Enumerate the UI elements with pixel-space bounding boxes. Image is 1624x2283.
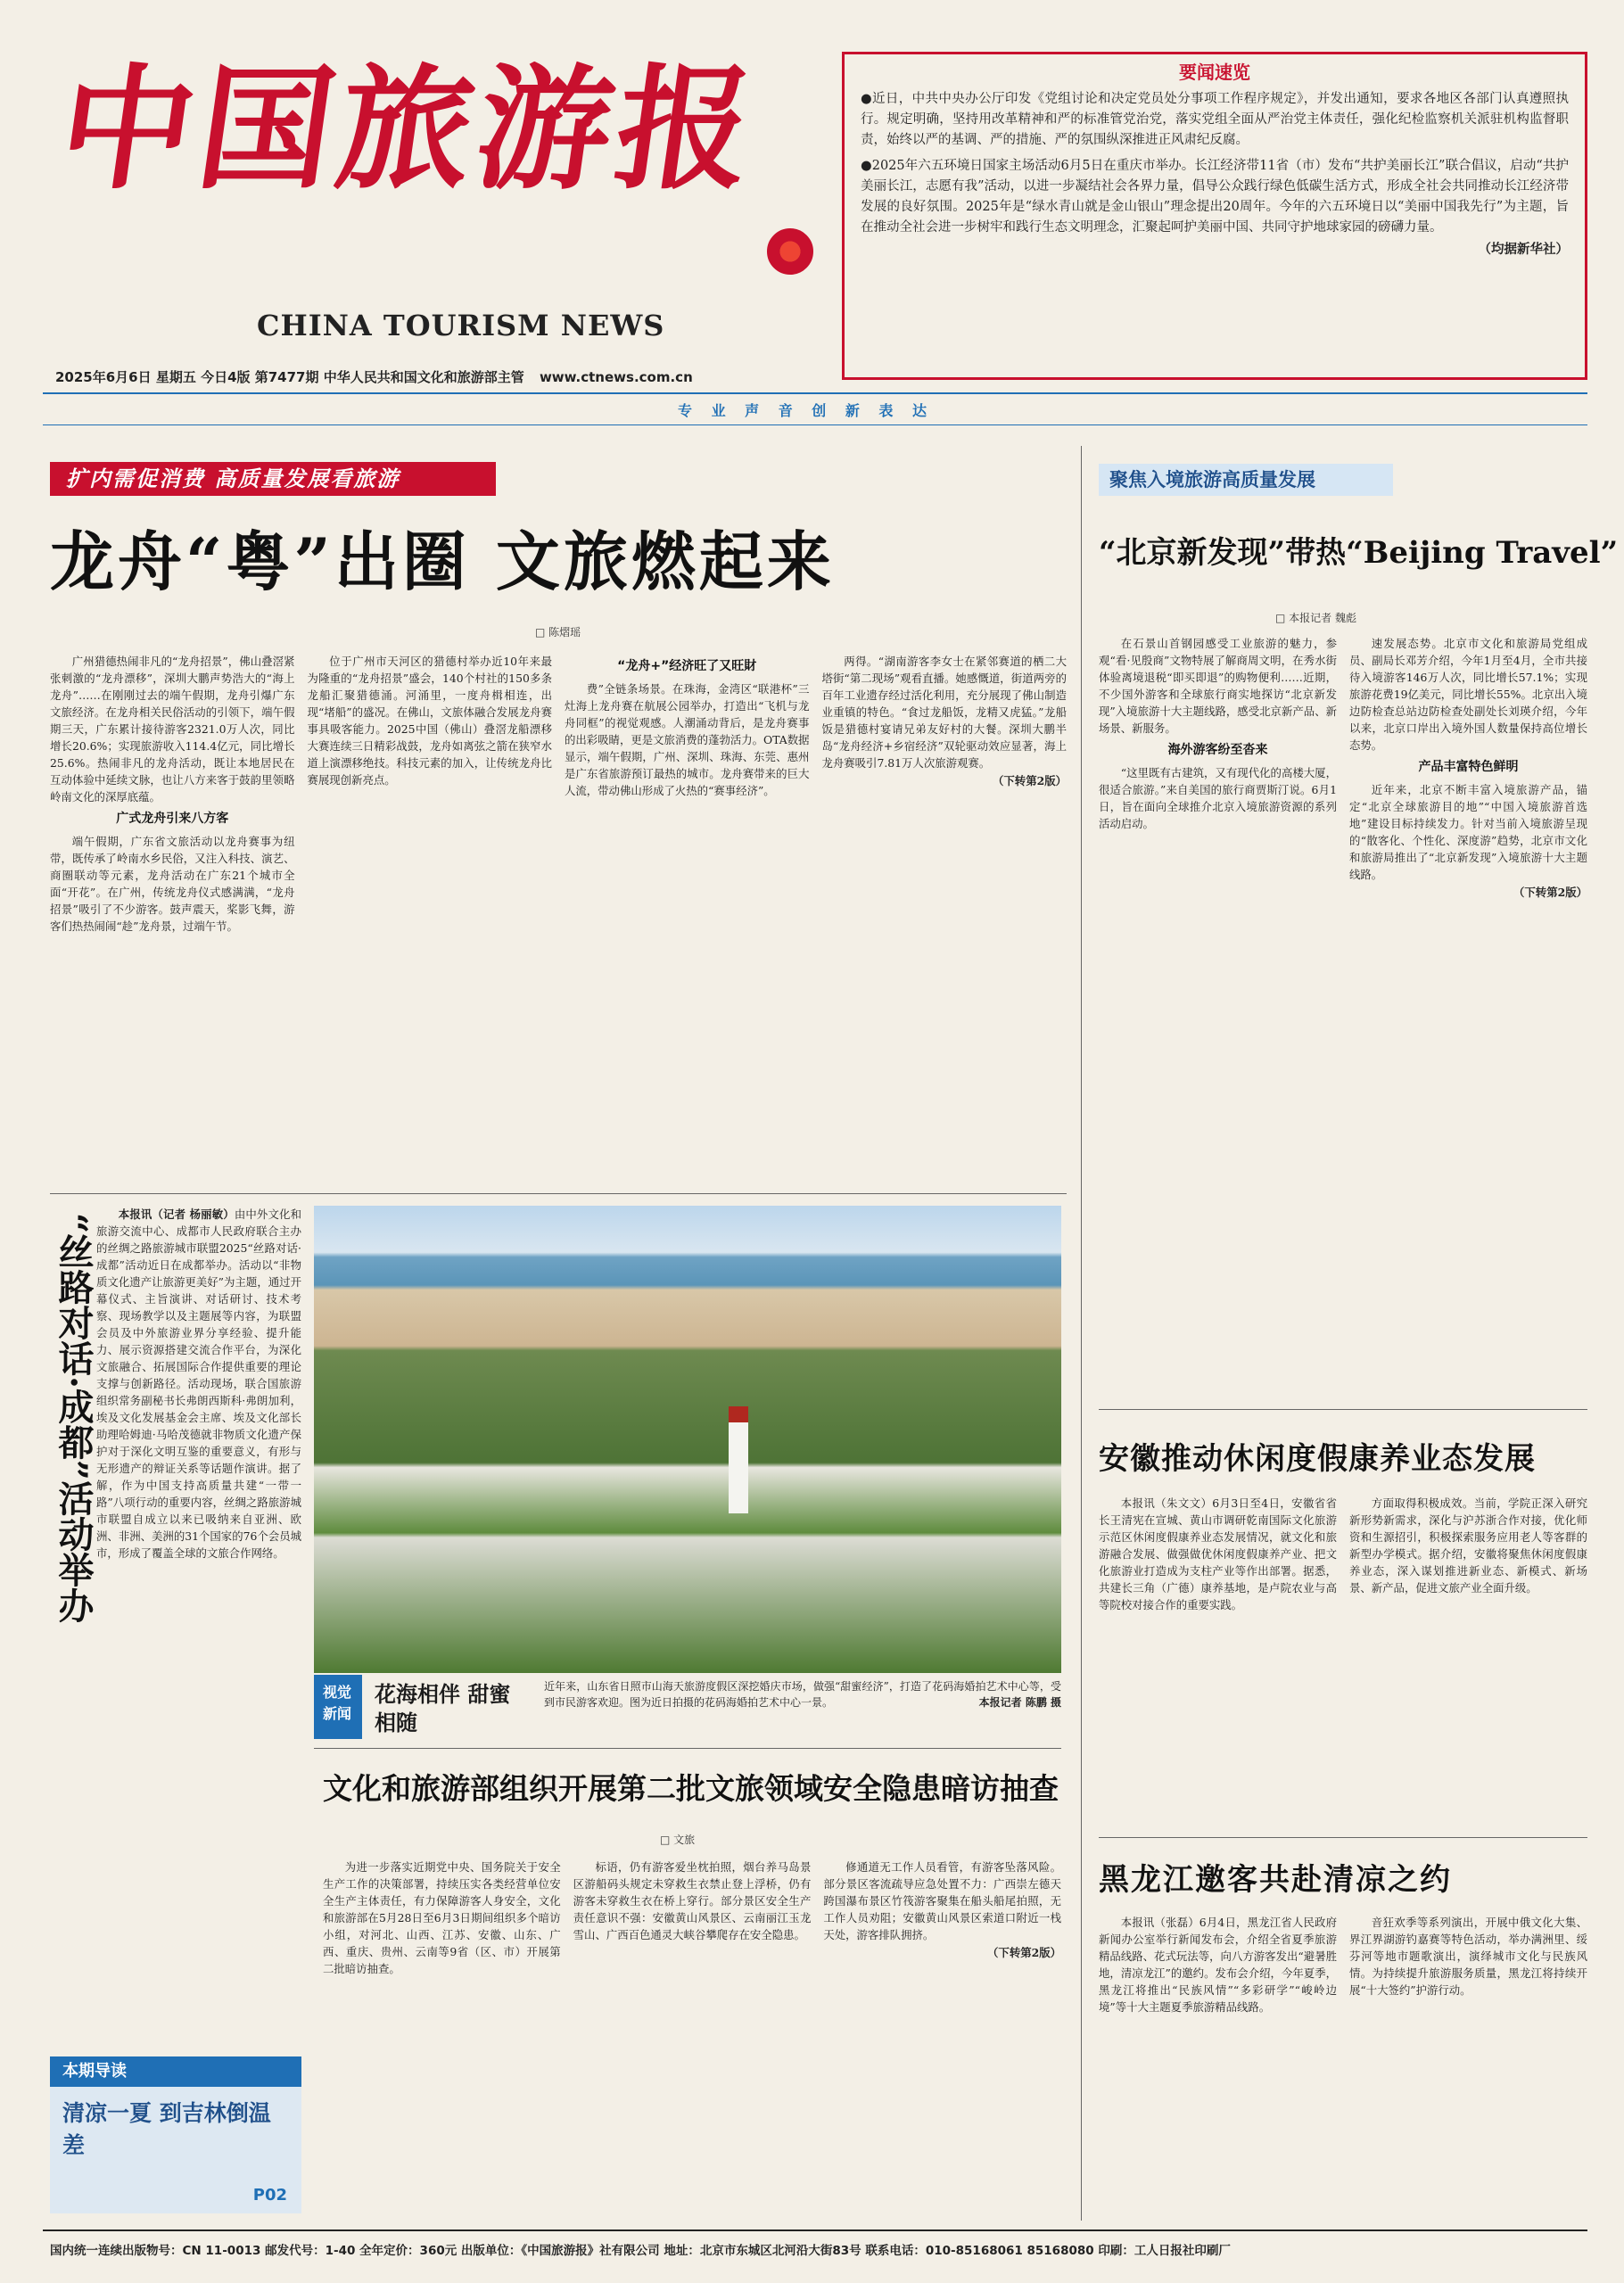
beijing-col1: 在石景山首钢园感受工业旅游的魅力，参观“看·见殷商”文物特展了解商周文明，在秀水街体验离境退税“即买即退”的购物便利……近期，不少国外游客和全球旅行商实地探访“北京新发现”入境旅游十大主题线路，感受北京新产品、新场景、新服务。 xyxy=(1099,637,1337,735)
photo-credit: 本报记者 陈鹏 摄 xyxy=(978,1696,1061,1709)
beijing-col1b: “这里既有古建筑，又有现代化的高楼大厦，很适合旅游。”来自美国的旅行商贾斯汀说。6月1日，旨在面向全球推介北京入境旅游资源的系列活动启动。 xyxy=(1099,766,1337,830)
main-kicker: 扩内需促消费 高质量发展看旅游 xyxy=(50,462,496,496)
anhui-columns xyxy=(1099,1495,1587,1826)
slogan: 专 业 声 音 创 新 表 达 xyxy=(678,402,934,419)
photo-caption xyxy=(544,1678,1061,1710)
main-col2: 位于广州市天河区的猎德村举办近10年来最为隆重的“龙舟招景”盛会，140个村社的150多条龙船汇聚猎德涌。河涌里，一度舟楫相连，出现“堵船”的盛况。在佛山，文旅体融合发展龙舟赛事具吸客能力。2025中国（佛山）叠滘龙船漂移大赛连续三日精彩战鼓，龙舟如离弦之箭在狭窄水道上演漂移绝技。科技元素的加入，让传统龙舟比赛展现创新亮点。 xyxy=(307,655,552,787)
safety-continued: （下转第2版） xyxy=(987,1946,1061,1959)
footer-info: 国内统一连续出版物号：CN 11-0013 邮发代号：1-40 全年定价：360元 出版单位：《中国旅游报》社有限公司 地址：北京市东城区北河沿大街83号 联系电话：010-85168061 85168080 印刷：工人日报社印刷厂 xyxy=(50,2244,1231,2258)
safety-col2: 标语，仍有游客爱坐枕拍照，烟台养马岛景区游船码头规定未穿救生衣禁止登上浮桥，仍有游客未穿救生衣在桥上穿行。部分景区安全生产责任意识不强：安徽黄山风景区、云南丽江玉龙雪山、广西百色通灵大峡谷攀爬存在安全隐患。 xyxy=(573,1860,812,1941)
guide-item[interactable]: 清凉一夏 到吉林倒温差 xyxy=(62,2100,271,2158)
hlj-col1: 本报讯（张磊）6月4日，黑龙江省人民政府新闻办公室举行新闻发布会，介绍全省夏季旅游精品线路、花式玩法等，向八方游客发出“避暑胜地，清凉龙江”的邀约。发布会介绍，今年夏季，黑龙江将推出“民族风情”“多彩研学”“峻岭边境”等十大主题夏季旅游精品线路。 xyxy=(1099,1916,1337,2014)
masthead xyxy=(43,45,828,375)
issue-line xyxy=(55,367,840,386)
brief-item-1: ●近日，中共中央办公厅印发《党组讨论和决定党员处分事项工作程序规定》，并发出通知，要求各地区各部门认真遵照执行。规定明确，坚持用改革精神和严的标准管党治党，落实党组全面从严治党主体责任，强化纪检监察机关派驻机构监督职责，始终以严的基调、严的措施、严的氛围纵深推进正风肃纪反腐。 xyxy=(861,92,1569,147)
main-col3: 费”全链条场景。在珠海，金湾区“联港杯”三灶海上龙舟赛在航展公园举办，打造出“飞机与龙舟同框”的视觉观感。人潮涌动背后，是龙舟赛事的出彩吸睛，更是文旅消费的蓬勃活力。OTA数据显示，端午假期，广州、深圳、珠海、东莞、惠州是广东省旅游预订最热的城市。龙舟赛带来的巨大人流，带动佛山形成了火热的“赛事经济”。 xyxy=(565,682,810,797)
safety-byline: □ 文旅 xyxy=(660,1834,696,1846)
beijing-col2b: 近年来，北京不断丰富入境旅游产品，锚定“北京全球旅游目的地”“中国入境旅游首选地”建设目标持续发力。针对当前入境旅游呈现的“散客化、个性化、深度游”趋势，北京市文化和旅游局推出了“北京新发现”入境旅游十大主题线路。 xyxy=(1349,783,1587,881)
briefs-title: 要闻速览 xyxy=(1179,62,1250,83)
main-sub2: “龙舟+”经济旺了又旺財 xyxy=(617,659,757,673)
hlj-col2: 音狂欢季等系列演出，开展中俄文化大集、界江界湖游钓嘉赛等特色活动，举办满洲里、绥芬河等地市题歌演出，演绎城市文化与民族风情。为持续提升旅游服务质量，黑龙江将持续开展“十大签约”护游行动。 xyxy=(1349,1916,1587,1997)
silk-text: 由中外文化和旅游交流中心、成都市人民政府联合主办的丝绸之路旅游城市联盟2025“丝路对话·成都”活动近日在成都举办。活动以“非物质文化遗产让旅游更美好”为主题，通过开幕仪式、主旨演讲、对话研讨、技术考察、现场教学以及主题展等内容，为联盟会员及中外旅游业界分享经验、提升能力、展示资源搭建交流合作平台，为深化文旅融合、拓展国际合作提供重要的理论支撑与创新路径。活动现场，联合国旅游组织常务副秘书长弗朗西斯科·弗朗加利，埃及文化发展基金会主席、埃及文化部长助理哈姆迪·马哈茂德就非物质文化遗产保护对于深化文明互鉴的重要意义，有形与无形遗产的辩证关系等话题作演讲。据了解，作为中国支持高质量共建“一带一路”八项行动的重要内容，丝绸之路旅游城市联盟自成立以来已吸纳来自亚洲、欧洲、非洲、美洲的31个国家的76个会员城市，形成了覆盖全球的文旅合作网络。 xyxy=(96,1207,301,1560)
news-photo xyxy=(314,1206,1061,1673)
hlj-headline: 黑龙江邀客共赴清凉之约 xyxy=(1099,1862,1452,1898)
anhui-headline: 安徽推动休闲度假康养业态发展 xyxy=(1099,1441,1536,1477)
photo-tag: 视觉新闻 xyxy=(314,1675,362,1739)
guide-page[interactable]: P02 xyxy=(252,2186,287,2205)
beijing-headline: “北京新发现”带热“Beijing Travel” xyxy=(1099,535,1619,571)
main-headline: 龙舟“粤”出圈 文旅燃起来 xyxy=(50,523,835,599)
guide-title: 本期导读 xyxy=(50,2056,301,2087)
beijing-sub2: 产品丰富特色鲜明 xyxy=(1418,760,1519,774)
silk-byline: 本报讯（记者 杨丽敏） xyxy=(118,1207,235,1221)
photo-title: 花海相伴 甜蜜相随 xyxy=(375,1681,511,1735)
main-col1: 广州猎德热闹非凡的“龙舟招景”，佛山叠滘紧张刺激的“龙舟漂移”，深圳大鹏声势浩大的“海上龙舟”……在刚刚过去的端午假期，龙舟引爆广东文旅经济。在龙舟相关民俗活动的引领下，端午假期三天，广东累计接待游客2321.0万人次，同比增长20.6%；实现旅游收入114.4亿元，同比增长25.6%。热闹非凡的龙舟活动，既让本地居民在互动体验中延续文脉，也让八方来客于鼓韵里领略岭南文化的深厚底蕴。 xyxy=(50,655,295,804)
photo-caption-text: 近年来，山东省日照市山海天旅游度假区深挖婚庆市场，做强“甜蜜经济”，打造了花码海婚拍艺术中心等，受到市民游客欢迎。图为近日拍摄的花码海婚拍艺术中心一景。 xyxy=(544,1680,1061,1709)
lighthouse xyxy=(729,1406,748,1513)
logo-en: CHINA TOURISM NEWS xyxy=(257,309,665,342)
beijing-columns xyxy=(1099,635,1587,1348)
logo-cn: 中国旅游报 xyxy=(49,51,768,208)
hlj-columns xyxy=(1099,1914,1587,2212)
main-sub1: 广式龙舟引来八方客 xyxy=(116,812,229,826)
briefs-box xyxy=(842,52,1587,380)
beijing-col2: 速发展态势。北京市文化和旅游局党组成员、副局长邓芳介绍，今年1月至4月，全市共接待入境游客146万人次，同比增长57.1%；实现旅游花费19亿美元，同比增长55%。北京出入境边防检查总站边防检查处副处长刘瑛介绍，今年以来，北京口岸出入境外国人数量保持高位增长态势。 xyxy=(1349,637,1587,752)
beijing-continued: （下转第2版） xyxy=(1513,886,1587,899)
safety-columns xyxy=(323,1859,1061,2212)
guide-box xyxy=(50,2056,301,2213)
anhui-col1: 本报讯（朱文文）6月3日至4日，安徽省省长王清宪在宣城、黄山市调研乾南国际文化旅游示范区休闲度假康养业态发展情况，就文化和旅游融合发展、做强做优休闲度假康养产业、把文化旅游业打造成为支柱产业等作出部署。据悉，共建长三角（广德）康养基地，是卢院农业与高等院校对接合作的重要实践。 xyxy=(1099,1496,1337,1611)
issue-info: 2025年6月6日 星期五 今日4版 第7477期 中华人民共和国文化和旅游部主管 xyxy=(55,369,524,385)
logo-emblem xyxy=(767,228,813,275)
anhui-col2: 方面取得积极成效。当前，学院正深入研究新形势新需求，深化与沪苏浙合作对接，优化师资和生源招引，积极探索服务应用老人等客群的新型办学模式。据介绍，安徽将聚焦休闲度假康养业态，深入谋划推进新业态、新模式、新场景、新产品，促进文旅产业全面升级。 xyxy=(1349,1496,1587,1595)
beijing-sub1: 海外游客纷至沓来 xyxy=(1167,743,1268,757)
safety-headline: 文化和旅游部组织开展第二批文旅领域安全隐患暗访抽查 xyxy=(323,1771,1059,1806)
silk-headline: “丝路对话·成都”活动举办 xyxy=(53,1213,95,1623)
main-columns xyxy=(50,653,1067,1181)
main-continued: （下转第2版） xyxy=(993,774,1067,787)
safety-col3: 修通道无工作人员看管，有游客坠落风险。部分景区客流疏导应急处置不力：广西崇左德天跨国瀑布景区竹筏游客聚集在船头船尾拍照，无工作人员劝阻；安徽黄山风景区索道口附近一栈天处，游客排队拥挤。 xyxy=(823,1860,1061,1941)
main-col4: 两得。“湖南游客李女士在紧邻赛道的栖二大塔街“第二现场”观看直播。她感慨道，街道两旁的百年工业遗存经过活化利用，充分展现了佛山制造业重镇的特色。“食过龙船饭，龙精又虎猛。”龙船饭是猎德村宴请兄弟友好村的大餐。深圳大鹏半岛“龙舟经济+乡宿经济”双轮驱动效应显著，海上龙舟赛吸引7.81万人次旅游观赛。 xyxy=(821,655,1067,770)
main-byline: □ 陈熠瑶 xyxy=(535,626,581,639)
main-col1b: 端午假期，广东省文旅活动以龙舟赛事为纽带，既传承了岭南水乡民俗，又注入科技、演艺、商圈联动等元素，龙舟活动在广东21个城市全面“开花”。在广州，传统龙舟仪式感满满，“龙舟招景”吸引了不少游客。鼓声震天，桨影飞舞，游客们热热闹闹“趁”龙舟景，过端午节。 xyxy=(50,835,295,933)
beijing-byline: □ 本报记者 魏彪 xyxy=(1275,612,1356,624)
brief-item-2: ●2025年六五环境日国家主场活动6月5日在重庆市举办。长江经济带11省（市）发布“共护美丽长江”联合倡议，启动“共护美丽长江，志愿有我”活动，以进一步凝结社会各界力量，倡导公众践行绿色低碳生活方式，形成全社会共同推动长江经济带发展的良好氛围。2025年是“绿水青山就是金山银山”理念提出20周年。今年的六五环境日以“美丽中国我先行”为主题，旨在推动全社会进一步树牢和践行生态文明理念，汇聚起呵护美丽中国、共同守护地球家园的磅礴力量。 xyxy=(861,159,1569,235)
safety-col1: 为进一步落实近期党中央、国务院关于安全生产工作的决策部署，持续压实各类经营单位安全生产主体责任，有力保障游客人身安全，文化和旅游部在5月28日至6月3日期间组织多个暗访小组，对河北、山西、江苏、安徽、山东、广西、重庆、贵州、云南等9省（区、市）开展第二批暗访抽查。 xyxy=(323,1860,561,1975)
website: www.ctnews.com.cn xyxy=(539,369,693,385)
briefs-source: （均据新华社） xyxy=(1478,242,1569,257)
beijing-kicker: 聚焦入境旅游高质量发展 xyxy=(1099,464,1393,496)
